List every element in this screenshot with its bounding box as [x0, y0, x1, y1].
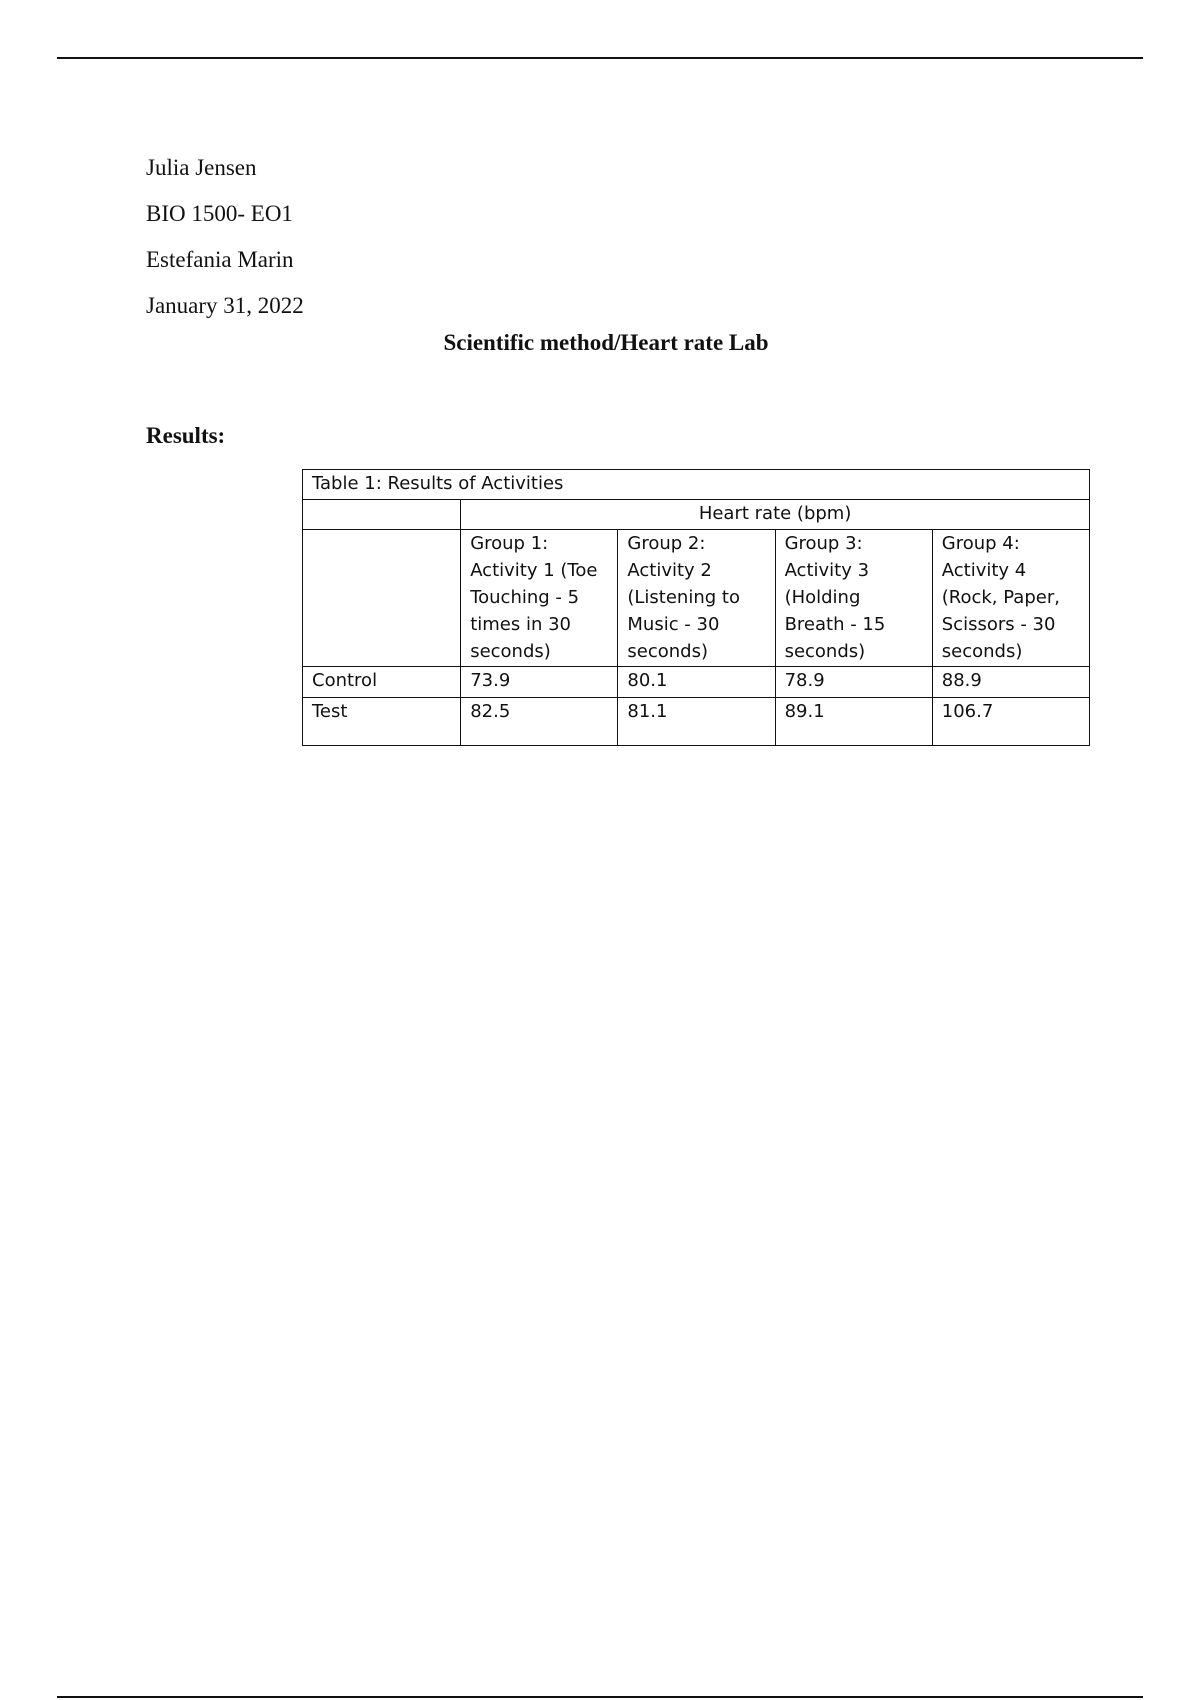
- results-table: [302, 469, 1090, 746]
- table-cell-empty: [303, 530, 461, 667]
- table-cell: 89.1: [775, 698, 932, 746]
- table-cell: 73.9: [461, 667, 618, 698]
- table-cell: 82.5: [461, 698, 618, 746]
- document-title: Scientific method/Heart rate Lab: [443, 330, 769, 355]
- row-label-test: Test: [303, 698, 461, 746]
- document-date: January 31, 2022: [146, 293, 304, 318]
- table-cell: 88.9: [932, 667, 1089, 698]
- table-cell: 80.1: [618, 667, 775, 698]
- course-code: BIO 1500- EO1: [146, 201, 293, 226]
- document-header: [146, 145, 304, 329]
- table-cell: 78.9: [775, 667, 932, 698]
- row-label-control: Control: [303, 667, 461, 698]
- table-row: [303, 698, 1090, 746]
- table-cell-empty: [303, 500, 461, 530]
- table-cell: 106.7: [932, 698, 1089, 746]
- measure-header: Heart rate (bpm): [461, 500, 1090, 530]
- footer-rule: [57, 1696, 1143, 1698]
- table-cell: 81.1: [618, 698, 775, 746]
- column-header-group-4: Group 4: Activity 4 (Rock, Paper, Scissors - 30 seconds): [932, 530, 1089, 667]
- table-caption-row: [303, 470, 1090, 500]
- column-header-group-2: Group 2: Activity 2 (Listening to Music - 30 seconds): [618, 530, 775, 667]
- table-measure-row: [303, 500, 1090, 530]
- instructor-name: Estefania Marin: [146, 247, 294, 272]
- table-header-row: [303, 530, 1090, 667]
- table-row: [303, 667, 1090, 698]
- header-rule: [57, 57, 1143, 59]
- column-header-group-3: Group 3: Activity 3 (Holding Breath - 15 seconds): [775, 530, 932, 667]
- author-name: Julia Jensen: [146, 155, 257, 180]
- table-caption: Table 1: Results of Activities: [303, 470, 1090, 500]
- column-header-group-1: Group 1: Activity 1 (Toe Touching - 5 times in 30 seconds): [461, 530, 618, 667]
- results-heading: Results:: [146, 423, 226, 448]
